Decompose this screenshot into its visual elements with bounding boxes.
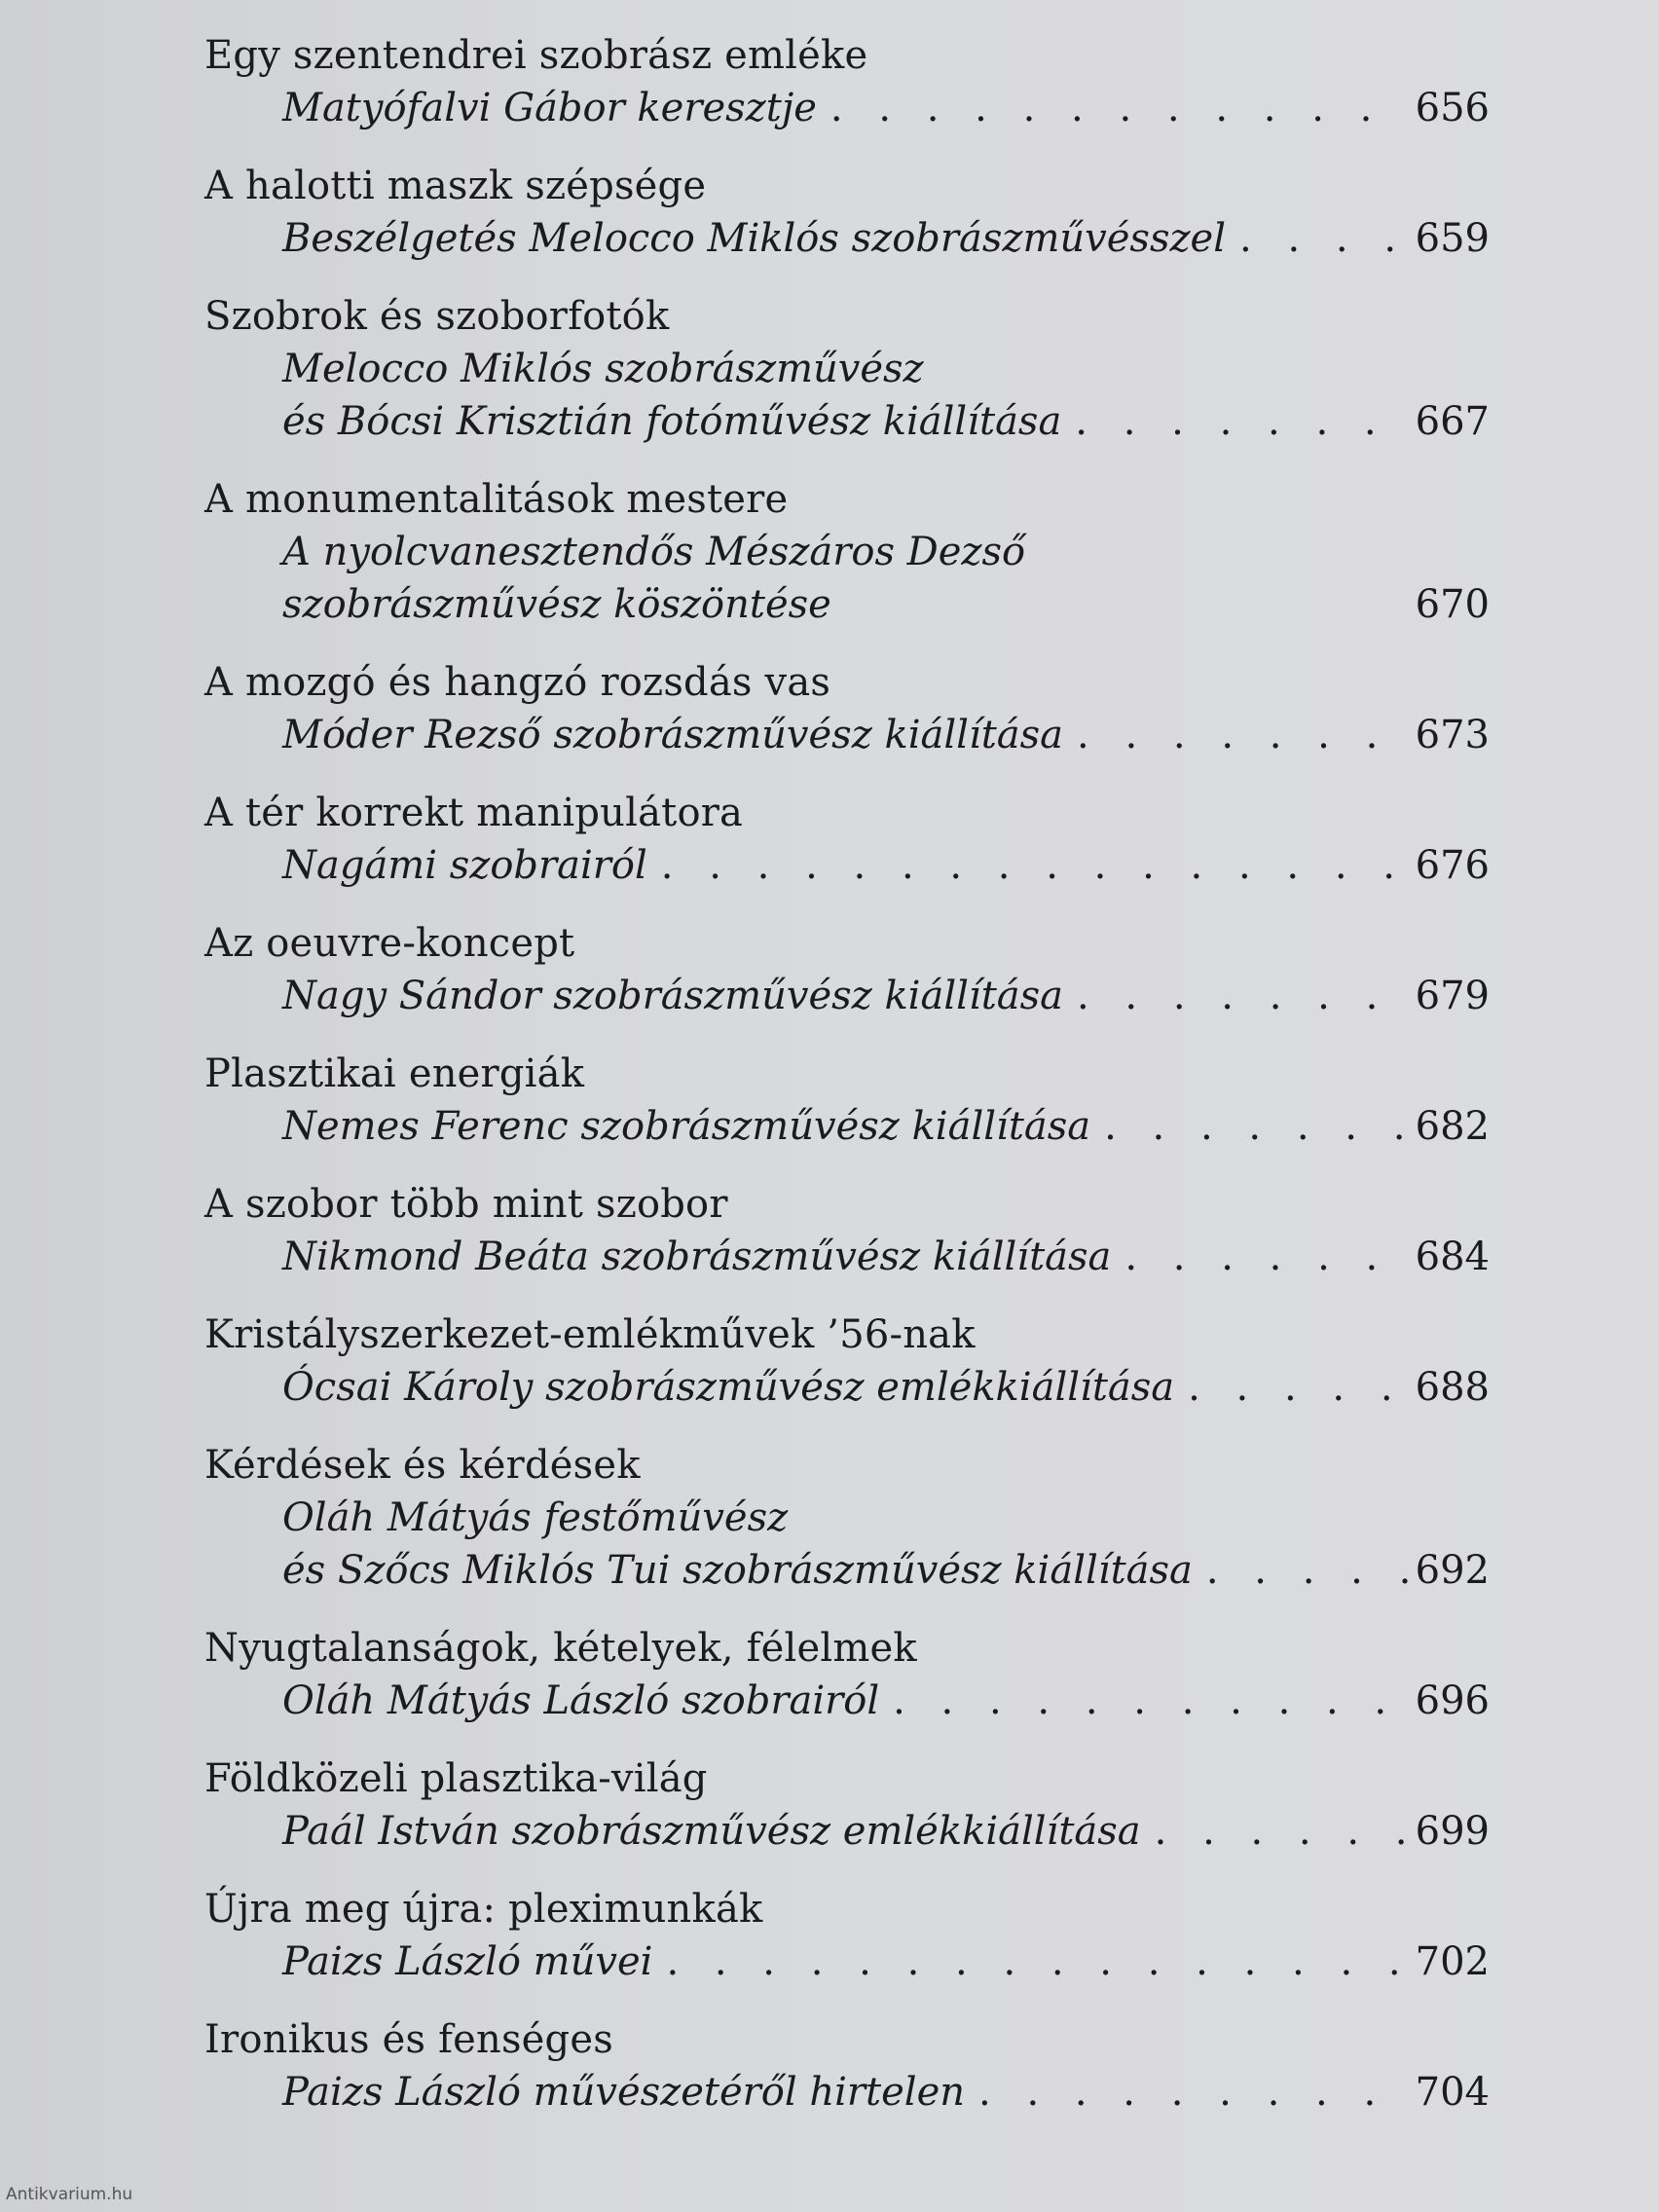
dot-leader: [1239, 212, 1408, 265]
dot-leader: [1155, 1805, 1408, 1858]
toc-entry-subtitle: és Bócsi Krisztián fotóművész kiállítása: [282, 399, 1062, 444]
dot-leader: [666, 1936, 1407, 1988]
toc-entry: [204, 473, 1490, 631]
toc-entry-title: Kristályszerkezet-emlékművek ’56-nak: [204, 1312, 976, 1357]
toc-entry: [204, 1752, 1490, 1858]
toc-entry-leader-row: [204, 212, 1490, 265]
toc-entry-leader-row: [204, 578, 1490, 631]
toc-entry-title: Egy szentendrei szobrász emléke: [204, 33, 868, 78]
toc-entry-subtitle: Nagámi szobrairól: [282, 843, 647, 888]
toc-entry-title: Plasztikai energiák: [204, 1051, 585, 1096]
toc-entry-leader-row: [204, 970, 1490, 1022]
toc-entry-title: A monumentalitások mestere: [204, 477, 789, 522]
toc-entry: [204, 29, 1490, 134]
toc-entry-subtitle: Ócsai Károly szobrászművész emlékkiállítása: [282, 1365, 1175, 1410]
toc-entry-subtitle: Móder Rezső szobrászművész kiállítása: [282, 713, 1064, 757]
toc-entry-page-number: 667: [1415, 399, 1490, 444]
toc-entry-page-number: 676: [1415, 843, 1490, 888]
dot-leader: [1188, 1361, 1408, 1414]
toc-entry-subtitle: szobrászművész köszöntése: [282, 582, 831, 627]
toc-entry-leader-row: [204, 1936, 1490, 1988]
toc-entry-page-number: 673: [1415, 713, 1490, 757]
toc-entry-page-number: 659: [1415, 216, 1490, 261]
dot-leader: [1124, 1231, 1407, 1283]
toc-entry-title: A szobor több mint szobor: [204, 1182, 728, 1227]
toc-entry: [204, 1883, 1490, 1988]
toc-entry-title: A halotti maszk szépsége: [204, 164, 707, 208]
toc-entry-subtitle: Paizs László művei: [282, 1939, 653, 1984]
toc-entry-subtitle: Beszélgetés Melocco Miklós szobrászművésszel: [282, 216, 1227, 261]
dot-leader: [978, 2066, 1408, 2119]
toc-entry-leader-row: [204, 1231, 1490, 1283]
toc-entry: [204, 1048, 1490, 1153]
toc-entry-title: Ironikus és fenséges: [204, 2017, 613, 2062]
toc-entry-page-number: 656: [1415, 86, 1490, 130]
dot-leader: [1077, 970, 1408, 1022]
toc-entry-leader-row: [204, 1100, 1490, 1153]
toc-entry-page-number: 682: [1415, 1104, 1490, 1149]
toc-entry: [204, 656, 1490, 761]
toc-entry-page-number: 679: [1415, 974, 1490, 1018]
toc-entry-subtitle: Oláh Mátyás festőművész: [282, 1495, 789, 1540]
toc-entry: [204, 1178, 1490, 1283]
toc-entry-title: Földközeli plasztika-világ: [204, 1756, 708, 1801]
toc-entry-subtitle: Nikmond Beáta szobrászművész kiállítása: [282, 1235, 1112, 1279]
toc-entry: [204, 1439, 1490, 1597]
toc-entry-subtitle: A nyolcvanesztendős Mészáros Dezső: [282, 530, 1026, 574]
toc-entry-subtitle: Matyófalvi Gábor keresztje: [282, 86, 817, 130]
toc-entry-title: A tér korrekt manipulátora: [204, 791, 744, 835]
toc-entry-title: Nyugtalanságok, kételyek, félelmek: [204, 1626, 917, 1671]
toc-entry: [204, 1622, 1490, 1727]
toc-entry-leader-row: [204, 709, 1490, 761]
toc-entry: [204, 1309, 1490, 1414]
toc-entry-subtitle: Oláh Mátyás László szobrairól: [282, 1678, 880, 1723]
watermark: Antikvarium.hu: [6, 2185, 133, 2204]
dot-leader: [1075, 395, 1407, 448]
toc-entry-subtitle: Nemes Ferenc szobrászművész kiállítása: [282, 1104, 1091, 1149]
toc-entry-page-number: 692: [1415, 1548, 1490, 1593]
toc-entry-page-number: 696: [1415, 1678, 1490, 1723]
dot-leader: [661, 839, 1408, 892]
toc-entry: [204, 787, 1490, 892]
toc-entry-title: Az oeuvre-koncept: [204, 921, 575, 966]
toc-entry-leader-row: [204, 1544, 1490, 1597]
toc-entry-page-number: 670: [1415, 582, 1490, 627]
toc-entry-subtitle: Melocco Miklós szobrászművész: [282, 347, 924, 391]
toc-entry: [204, 290, 1490, 448]
dot-leader: [893, 1675, 1408, 1727]
toc-entry-page-number: 684: [1415, 1235, 1490, 1279]
dot-leader: [830, 82, 1408, 134]
toc-entry-leader-row: [204, 395, 1490, 448]
toc-entry-title: Újra meg újra: pleximunkák: [204, 1887, 763, 1932]
toc-entry-leader-row: [204, 82, 1490, 134]
toc-entry-subtitle: Nagy Sándor szobrászművész kiállítása: [282, 974, 1063, 1018]
toc-entry-page-number: 699: [1415, 1809, 1490, 1854]
toc-entry-page-number: 702: [1415, 1939, 1490, 1984]
toc-entry-subtitle: és Szőcs Miklós Tui szobrászművész kiállítása: [282, 1548, 1193, 1593]
toc-entry-title: Kérdések és kérdések: [204, 1443, 641, 1488]
dot-leader: [1104, 1100, 1408, 1153]
toc-entry-subtitle: Paizs László művészetéről hirtelen: [282, 2070, 966, 2115]
toc-entry: [204, 2013, 1490, 2119]
toc-entry: [204, 917, 1490, 1022]
toc-entry: [204, 160, 1490, 265]
toc-entry-title: A mozgó és hangzó rozsdás vas: [204, 660, 831, 705]
toc-entry-page-number: 704: [1415, 2070, 1490, 2115]
toc-entry-leader-row: [204, 2066, 1490, 2119]
toc-entry-leader-row: [204, 1361, 1490, 1414]
dot-leader: [1206, 1544, 1408, 1597]
toc-entry-leader-row: [204, 1675, 1490, 1727]
dot-leader: [1077, 709, 1408, 761]
toc-entry-page-number: 688: [1415, 1365, 1490, 1410]
toc-entry-title: Szobrok és szoborfotók: [204, 294, 670, 339]
toc-entry-subtitle: Paál István szobrászművész emlékkiállítása: [282, 1809, 1141, 1854]
table-of-contents: [204, 29, 1490, 2144]
toc-entry-leader-row: [204, 839, 1490, 892]
toc-entry-leader-row: [204, 1805, 1490, 1858]
